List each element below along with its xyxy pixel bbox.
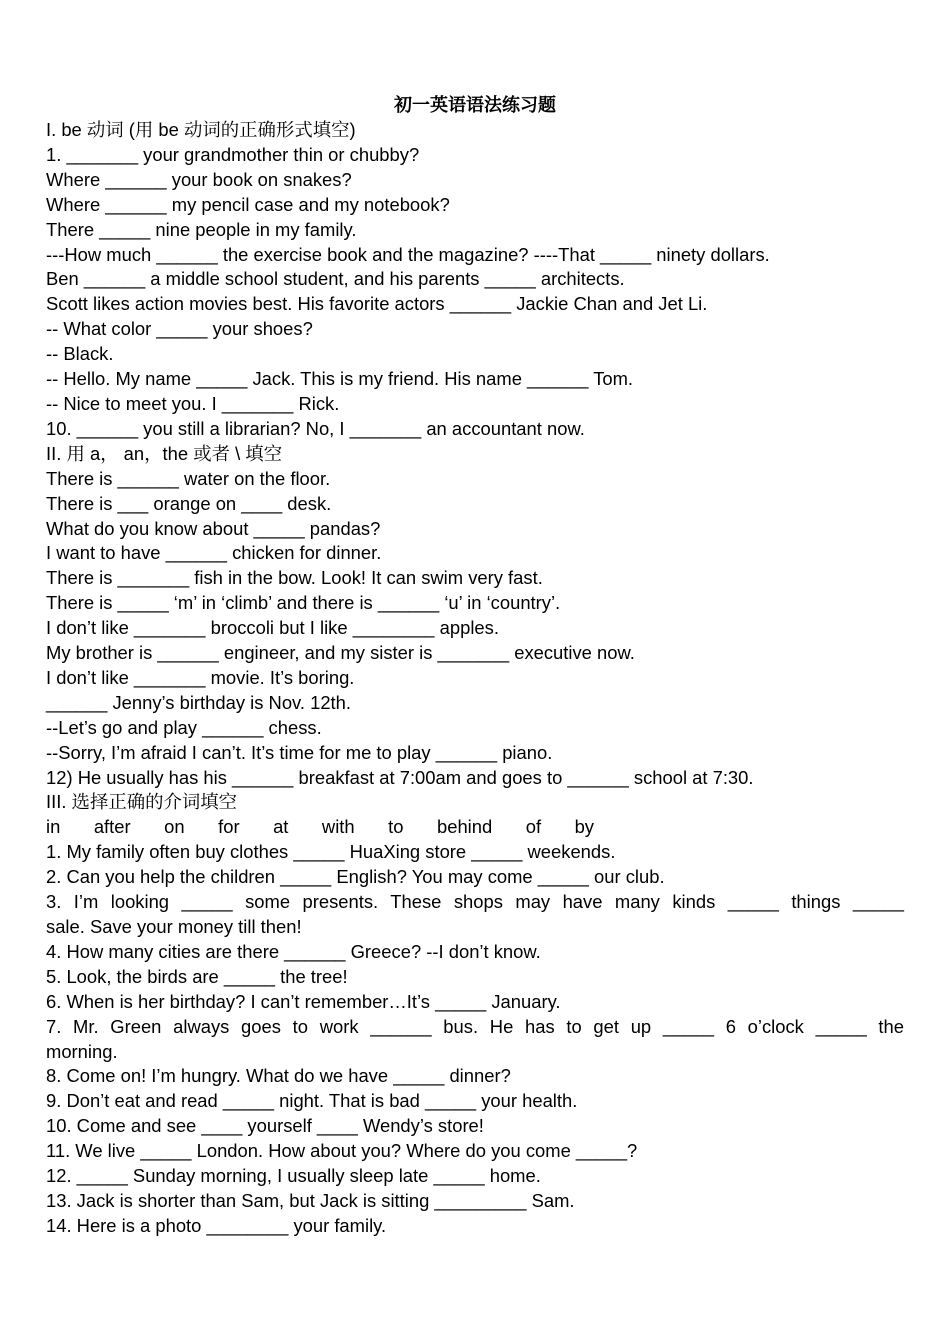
question-line: 6. When is her birthday? I can’t remember…It’s _____ January. <box>46 990 561 1012</box>
preposition-word: to <box>388 816 404 838</box>
question-line: 1. My family often buy clothes _____ HuaXing store _____ weekends. <box>46 841 616 863</box>
question-line: 11. We live _____ London. How about you? Where do you come _____? <box>46 1140 638 1162</box>
question-line: 1. _______ your grandmother thin or chubby? <box>46 143 420 165</box>
preposition-word: in <box>46 816 61 838</box>
preposition-word: by <box>574 816 594 838</box>
question-line: There is ___ orange on ____ desk. <box>46 492 332 514</box>
page-title: 初一英语语法练习题 <box>394 95 556 116</box>
question-line: 14. Here is a photo ________ your family. <box>46 1214 387 1236</box>
question-line: 4. How many cities are there ______ Greece? --I don’t know. <box>46 940 541 962</box>
question-line: -- Nice to meet you. I _______ Rick. <box>46 392 340 414</box>
question-line-justified: 3. I’m looking _____ some presents. These shops may have many kinds _____ things _____ <box>46 891 904 913</box>
question-line: -- Hello. My name _____ Jack. This is my friend. His name ______ Tom. <box>46 368 634 390</box>
question-line: ______ Jenny’s birthday is Nov. 12th. <box>46 691 351 713</box>
question-line: 10. ______ you still a librarian? No, I _______ an accountant now. <box>46 417 585 439</box>
question-line: Where ______ your book on snakes? <box>46 168 352 190</box>
section-3-heading: III. 选择正确的介词填空 <box>46 791 238 813</box>
preposition-word-bank <box>46 815 594 840</box>
question-line-continued: morning. <box>46 1040 118 1062</box>
preposition-word: after <box>93 816 131 838</box>
question-line: Where ______ my pencil case and my notebook? <box>46 193 450 215</box>
preposition-word: for <box>218 816 240 838</box>
question-line: 13. Jack is shorter than Sam, but Jack is sitting _________ Sam. <box>46 1189 575 1211</box>
question-line: I don’t like _______ broccoli but I like ________ apples. <box>46 617 499 639</box>
question-line: I want to have ______ chicken for dinner. <box>46 542 382 564</box>
question-line: 5. Look, the birds are _____ the tree! <box>46 965 348 987</box>
question-line: There is _____ ‘m’ in ‘climb’ and there is ______ ‘u’ in ‘country’. <box>46 592 561 614</box>
question-line: -- Black. <box>46 343 114 365</box>
question-line: --Let’s go and play ______ chess. <box>46 716 322 738</box>
preposition-word: behind <box>436 816 493 838</box>
worksheet <box>46 92 904 1239</box>
question-line: There is _______ fish in the bow. Look! It can swim very fast. <box>46 567 543 589</box>
section-2-heading: II. 用 a， an，the 或者 \ 填空 <box>46 442 283 464</box>
preposition-word: of <box>525 816 542 838</box>
question-line: 10. Come and see ____ yourself ____ Wendy’s store! <box>46 1115 484 1137</box>
question-line: -- What color _____ your shoes? <box>46 318 313 340</box>
question-line: 12. _____ Sunday morning, I usually sleep late _____ home. <box>46 1165 541 1187</box>
preposition-word: at <box>273 816 289 838</box>
question-line: I don’t like _______ movie. It’s boring. <box>46 666 355 688</box>
question-line-continued: sale. Save your money till then! <box>46 916 302 937</box>
question-line: My brother is ______ engineer, and my sister is _______ executive now. <box>46 642 635 664</box>
section-1-questions <box>46 143 904 442</box>
question-line: 8. Come on! I’m hungry. What do we have _____ dinner? <box>46 1065 511 1087</box>
question-line: Ben ______ a middle school student, and his parents _____ architects. <box>46 268 625 290</box>
question-line: 2. Can you help the children _____ English? You may come _____ our club. <box>46 866 665 888</box>
section-3-questions <box>46 840 904 1239</box>
question-line: There _____ nine people in my family. <box>46 218 357 240</box>
preposition-word: on <box>164 816 185 838</box>
section-2-questions <box>46 467 904 791</box>
question-line: There is ______ water on the floor. <box>46 467 331 489</box>
question-line: 9. Don’t eat and read _____ night. That is bad _____ your health. <box>46 1090 578 1112</box>
question-line: --Sorry, I’m afraid I can’t. It’s time for me to play ______ piano. <box>46 741 553 763</box>
question-line: ---How much ______ the exercise book and the magazine? ----That _____ ninety dollars. <box>46 243 770 265</box>
question-line: 12) He usually has his ______ breakfast at 7:00am and goes to ______ school at 7:30. <box>46 766 754 788</box>
question-line: What do you know about _____ pandas? <box>46 517 381 539</box>
preposition-word: with <box>321 816 355 838</box>
question-line-justified: 7. Mr. Green always goes to work ______ bus. He has to get up _____ 6 o’clock _____ the <box>46 1015 904 1037</box>
question-line: Scott likes action movies best. His favorite actors ______ Jackie Chan and Jet Li. <box>46 293 708 315</box>
section-1-heading: I. be 动词 (用 be 动词的正确形式填空) <box>46 119 356 140</box>
